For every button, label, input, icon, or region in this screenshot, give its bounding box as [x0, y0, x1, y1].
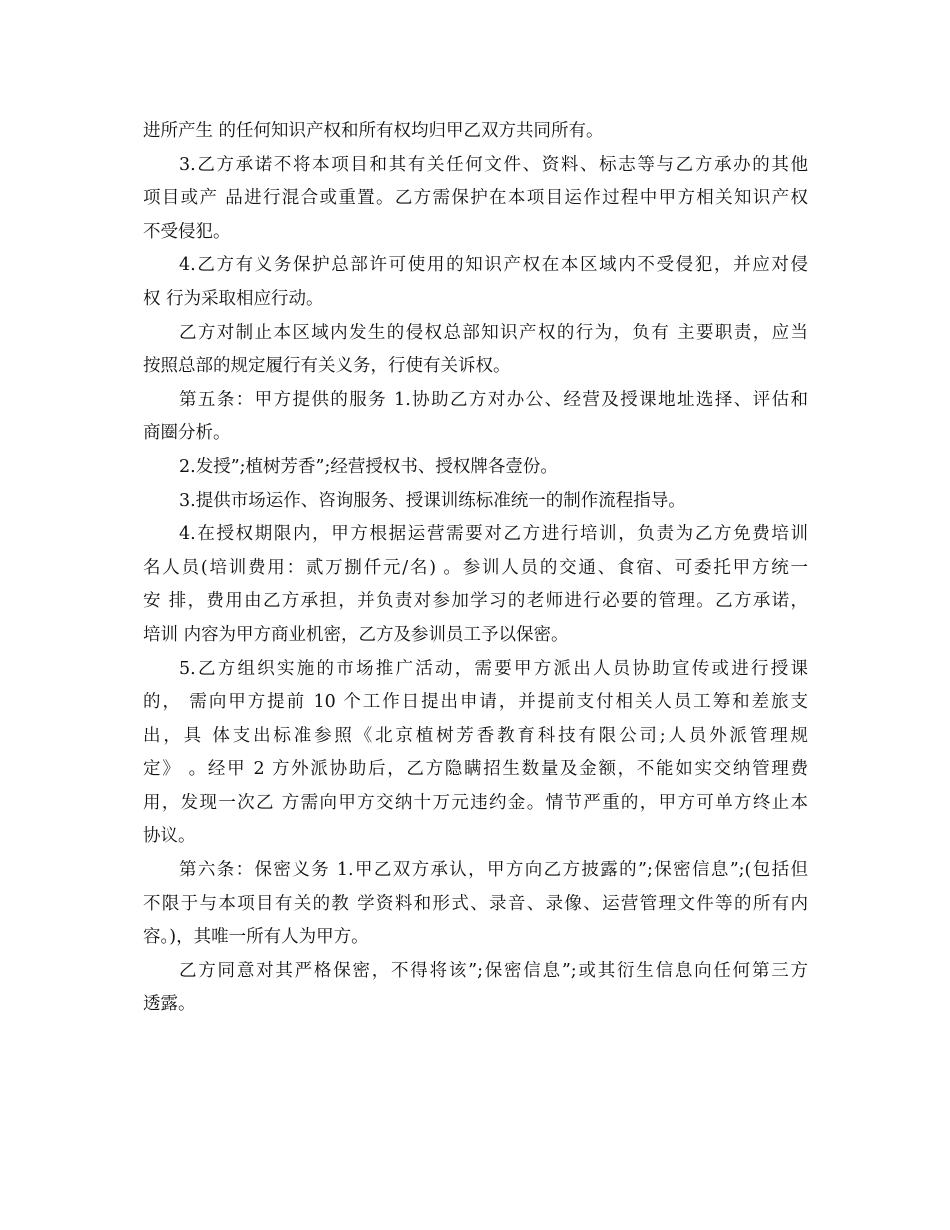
text-line: 乙方对制止本区域内发生的侵权总部知识产权的行为，负有 主要职责，应当 [179, 322, 808, 343]
text-line: 乙方同意对其严格保密，不得将该”;保密信息”;或其衍生信息向任何第三方 [179, 960, 808, 981]
text-line: 的， 需向甲方提前 10 个工作日提出申请，并提前支付相关人员工筹和差旅支 [143, 692, 808, 713]
text-line: 用，发现一次乙 方需向甲方交纳十万元违约金。情节严重的，甲方可单方终止本 [143, 792, 808, 813]
text-line: 安 排，费用由乙方承担，并负责对参加学习的老师进行必要的管理。乙方承诺， [143, 591, 808, 612]
text-line: 定》 。经甲 2 方外派协助后，乙方隐瞒招生数量及金额，不能如实交纳管理费 [143, 759, 808, 780]
text-line: 培训 内容为甲方商业机密，乙方及参训员工予以保密。 [143, 624, 569, 645]
text-line: 出，具 体支出标准参照《北京植树芳香教育科技有限公司;人员外派管理规 [143, 725, 808, 746]
text-line: 4.在授权期限内，甲方根据运营需要对乙方进行培训，负责为乙方免费培训 [179, 524, 808, 545]
text-line: 4.乙方有义务保护总部许可使用的知识产权在本区域内不受侵犯，并应对侵 [179, 255, 808, 276]
text-line: 协议。 [143, 826, 196, 847]
text-line: 商圈分析。 [143, 423, 231, 444]
text-line: 容。)，其唯一所有人为甲方。 [143, 927, 369, 948]
text-line: 2.发授”;植树芳香”;经营授权书、授权牌各壹份。 [179, 456, 558, 477]
text-line: 第五条：甲方提供的服务 1.协助乙方对办公、经营及授课地址选择、评估和 [179, 389, 808, 410]
text-line: 3.提供市场运作、咨询服务、授课训练标准统一的制作流程指导。 [179, 490, 686, 511]
text-line: 不限于与本项目有关的教 学资料和形式、录音、录像、运营管理文件等的所有内 [143, 893, 808, 914]
text-line: 3.乙方承诺不将本项目和其有关任何文件、资料、标志等与乙方承办的其他 [179, 154, 808, 175]
text-line: 按照总部的规定履行有关义务，行使有关诉权。 [143, 356, 511, 377]
text-line: 权 行为采取相应行动。 [143, 288, 324, 309]
text-line: 进所产生 的任何知识产权和所有权均归甲乙双方共同所有。 [143, 121, 604, 141]
text-line: 名人员(培训费用：贰万捌仟元/名) 。参训人员的交通、食宿、可委托甲方统一 [143, 557, 808, 578]
document-body [143, 115, 808, 1022]
text-line: 不受侵犯。 [143, 221, 231, 242]
text-line: 透露。 [143, 994, 196, 1015]
text-line: 项目或产 品进行混合或重置。乙方需保护在本项目运作过程中甲方相关知识产权 [143, 188, 808, 209]
text-line: 5.乙方组织实施的市场推广活动，需要甲方派出人员协助宣传或进行授课 [179, 658, 808, 679]
text-line: 第六条：保密义务 1.甲乙双方承认，甲方向乙方披露的”;保密信息”;(包括但 [179, 860, 808, 881]
